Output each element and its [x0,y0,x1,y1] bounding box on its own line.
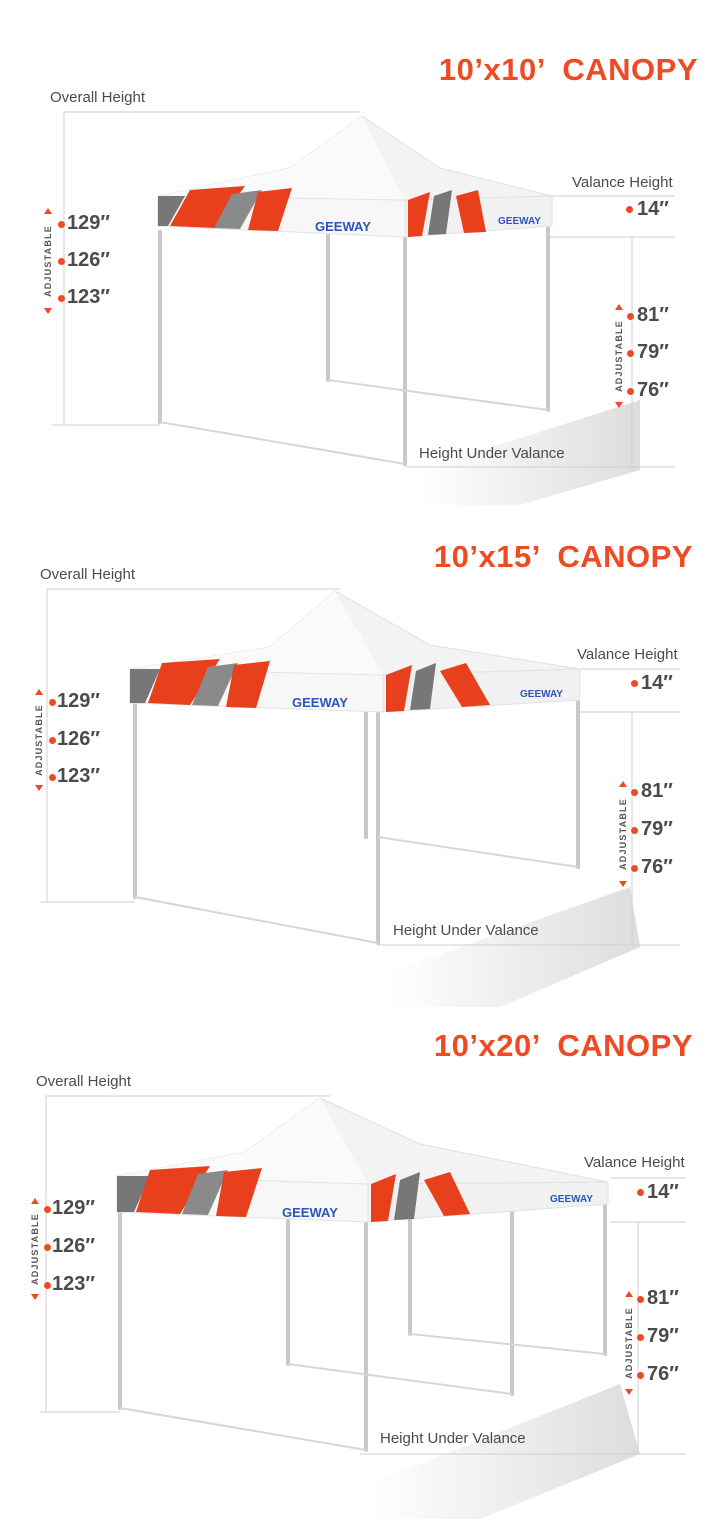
marker-dot [627,388,634,395]
brand-logo-front: GEEWAY [315,219,371,234]
marker-dot [58,295,65,302]
under-valance-81: 81″ [641,780,673,802]
overall-height-126: 126″ [52,1235,95,1257]
adjustable-overall-indicator: ADJUSTABLE [28,1204,42,1294]
panel-10x10 [0,0,720,507]
adjustable-under-valance-indicator: ADJUSTABLE [612,310,626,402]
height-under-valance-label: Height Under Valance [393,922,539,939]
marker-dot [637,1334,644,1341]
overall-height-123: 123″ [67,286,110,308]
overall-height-123: 123″ [57,765,100,787]
adjustable-under-valance-indicator: ADJUSTABLE [616,787,630,881]
panel-title: 10’x20’ CANOPY [433,1028,693,1063]
marker-dot [44,1244,51,1251]
canopy-legs [120,1204,605,1450]
valance-height-label: Valance Height [584,1154,685,1171]
marker-dot [631,827,638,834]
adjustable-under-valance-indicator: ADJUSTABLE [622,1297,636,1389]
canopy-legs [135,699,578,943]
under-valance-79: 79″ [647,1325,679,1347]
overall-height-label: Overall Height [36,1073,132,1090]
panel-title: 10’x15’ CANOPY [433,539,693,574]
overall-height-129: 129″ [52,1197,95,1219]
marker-dot [631,865,638,872]
under-valance-81: 81″ [647,1287,679,1309]
height-under-valance-label: Height Under Valance [419,445,565,462]
under-valance-76: 76″ [647,1363,679,1385]
under-valance-79: 79″ [641,818,673,840]
overall-height-129: 129″ [57,690,100,712]
overall-height-123: 123″ [52,1273,95,1295]
marker-dot [44,1206,51,1213]
adjustable-overall-indicator: ADJUSTABLE [41,214,55,308]
panel-title: 10’x10’ CANOPY [438,52,698,87]
valance-height-value: 14″ [647,1181,679,1203]
valance-height-label: Valance Height [572,174,673,191]
marker-dot [637,1372,644,1379]
marker-dot [49,774,56,781]
brand-logo-front: GEEWAY [282,1205,338,1220]
canopy-legs [160,226,548,464]
under-valance-76: 76″ [641,856,673,878]
marker-dot [627,350,634,357]
under-valance-81: 81″ [637,304,669,326]
canopy-10x20-illustration [0,1014,720,1521]
brand-logo-side: GEEWAY [550,1194,593,1205]
floor-shadow [370,1384,640,1519]
overall-height-129: 129″ [67,212,110,234]
valance-height-label: Valance Height [577,646,678,663]
marker-dot [631,789,638,796]
valance-height-value: 14″ [641,672,673,694]
panel-10x20 [0,1014,720,1521]
overall-height-label: Overall Height [50,89,146,106]
brand-logo-front: GEEWAY [292,695,348,710]
overall-height-126: 126″ [57,728,100,750]
canopy-10x15-illustration [0,507,720,1014]
marker-dot [637,1296,644,1303]
marker-dot [49,737,56,744]
marker-dot [626,206,633,213]
marker-dot [58,258,65,265]
adjustable-overall-indicator: ADJUSTABLE [32,695,46,785]
height-under-valance-label: Height Under Valance [380,1430,526,1447]
marker-dot [44,1282,51,1289]
brand-logo-side: GEEWAY [520,689,563,700]
marker-dot [49,699,56,706]
brand-logo-side: GEEWAY [498,216,541,227]
floor-shadow [390,887,640,1007]
valance-height-value: 14″ [637,198,669,220]
marker-dot [58,221,65,228]
under-valance-76: 76″ [637,379,669,401]
panel-10x15 [0,507,720,1014]
marker-dot [637,1189,644,1196]
overall-height-126: 126″ [67,249,110,271]
marker-dot [631,680,638,687]
overall-height-label: Overall Height [40,566,136,583]
marker-dot [627,313,634,320]
under-valance-79: 79″ [637,341,669,363]
